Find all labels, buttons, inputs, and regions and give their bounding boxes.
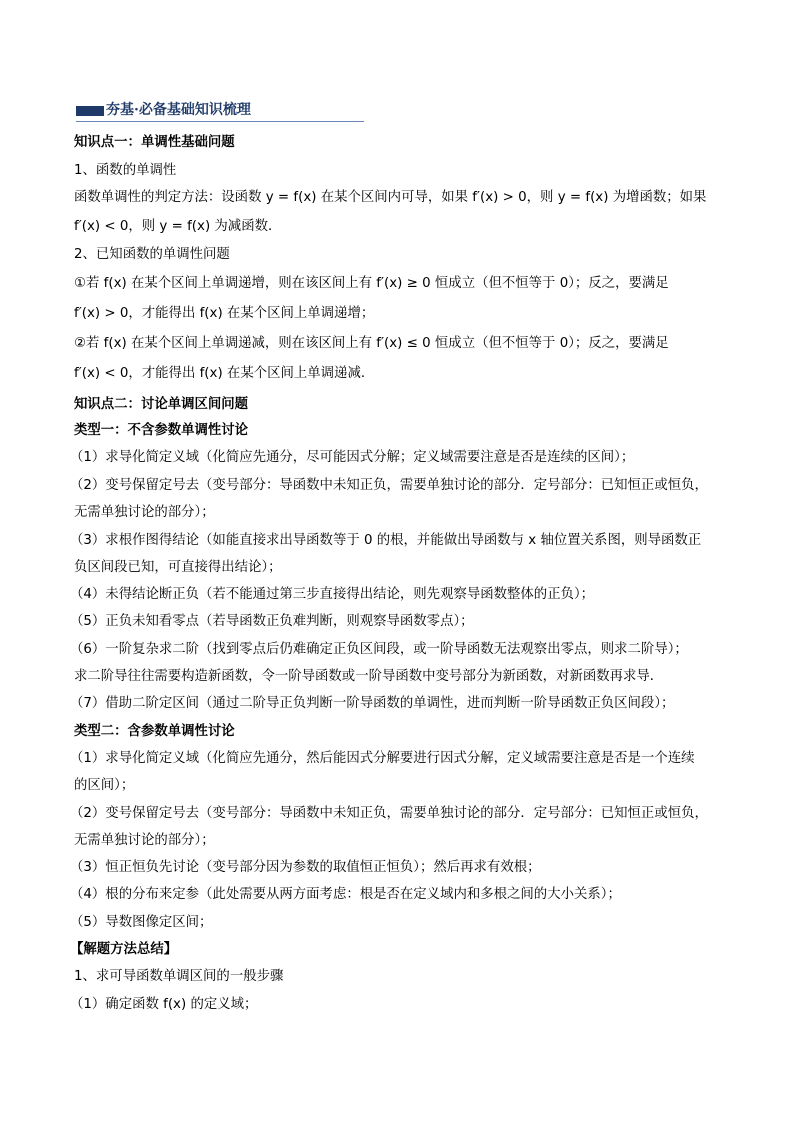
list-item: （1）确定函数 f(x) 的定义域； (70, 997, 258, 1012)
list-item: （5）正负未知看零点（若导函数正负难判断，则观察导函数零点）； (70, 614, 474, 629)
method-summary-heading: 【解题方法总结】 (70, 942, 178, 957)
paragraph-line: ②若 f(x) 在某个区间上单调递减，则在该区间上有 f′(x) ≤ 0 恒成立（但不恒等于 0）；反之，要满足 (74, 336, 669, 351)
subheading-steps: 1、求可导函数单调区间的一般步骤 (74, 969, 284, 984)
list-item: （4）根的分布来定参（此处需要从两方面考虑：根是否在定义域内和多根之间的大小关系）； (70, 887, 621, 902)
section-title: 夯基·必备基础知识梳理 (106, 102, 251, 118)
list-item: （1）求导化简定义域（化简应先通分，尽可能因式分解；定义域需要注意是否是连续的区间）； (70, 450, 635, 465)
list-item-continuation: 无需单独讨论的部分）； (74, 833, 215, 848)
type-1-heading: 类型一：不含参数单调性讨论 (74, 423, 249, 438)
list-item: （3）恒正恒负先讨论（变号部分因为参数的取值恒正恒负）；然后再求有效根； (70, 860, 541, 875)
list-item: （7）借助二阶定区间（通过二阶导正负判断一阶导函数的单调性，进而判断一阶导函数正负区间段）； (70, 696, 675, 711)
list-item-continuation: 无需单独讨论的部分）； (74, 505, 215, 520)
list-item: （3）求根作图得结论（如能直接求出导函数等于 0 的根，并能做出导函数与 x 轴位置关系图，则导函数正 (70, 533, 702, 548)
paragraph-line: f′(x) < 0，则 y = f(x) 为减函数． (74, 219, 282, 234)
paragraph-line: f′(x) < 0，才能得出 f(x) 在某个区间上单调递减． (74, 366, 375, 381)
list-item-continuation: 负区间段已知，可直接得出结论）； (74, 560, 282, 575)
subheading-monotonicity: 1、函数的单调性 (74, 163, 177, 178)
list-item: （2）变号保留定号去（变号部分：导函数中未知正负，需要单独讨论的部分．定号部分：已知恒正或恒负， (70, 478, 708, 493)
knowledge-point-2-heading: 知识点二：讨论单调区间问题 (74, 397, 249, 412)
list-item: （2）变号保留定号去（变号部分：导函数中未知正负，需要单独讨论的部分．定号部分：已知恒正或恒负， (70, 806, 708, 821)
paragraph-line: ①若 f(x) 在某个区间上单调递增，则在该区间上有 f′(x) ≥ 0 恒成立（但不恒等于 0）；反之，要满足 (74, 276, 669, 291)
list-item: （4）未得结论断正负（若不能通过第三步直接得出结论，则先观察导函数整体的正负）； (70, 587, 595, 602)
paragraph-line: f′(x) > 0，才能得出 f(x) 在某个区间上单调递增； (74, 306, 375, 321)
section-header (76, 100, 364, 122)
knowledge-point-1-heading: 知识点一：单调性基础问题 (74, 135, 235, 150)
subheading-known-monotonicity: 2、已知函数的单调性问题 (74, 247, 230, 262)
list-item-continuation: 求二阶导往往需要构造新函数，令一阶导函数或一阶导函数中变号部分为新函数，对新函数再求导． (74, 669, 664, 684)
list-item: （5）导数图像定区间； (70, 915, 213, 930)
header-underline (76, 121, 364, 122)
header-accent-bar (76, 106, 104, 116)
list-item: （6）一阶复杂求二阶（找到零点后仍难确定正负区间段，或一阶导函数无法观察出零点，则求二阶导）； (70, 642, 688, 657)
list-item: （1）求导化简定义域（化简应先通分，然后能因式分解要进行因式分解，定义域需要注意是否是一个连续 (70, 751, 695, 766)
type-2-heading: 类型二：含参数单调性讨论 (74, 724, 235, 739)
list-item-continuation: 的区间）； (74, 778, 135, 793)
paragraph-line: 函数单调性的判定方法：设函数 y = f(x) 在某个区间内可导，如果 f′(x) > 0，则 y = f(x) 为增函数；如果 (74, 190, 707, 205)
